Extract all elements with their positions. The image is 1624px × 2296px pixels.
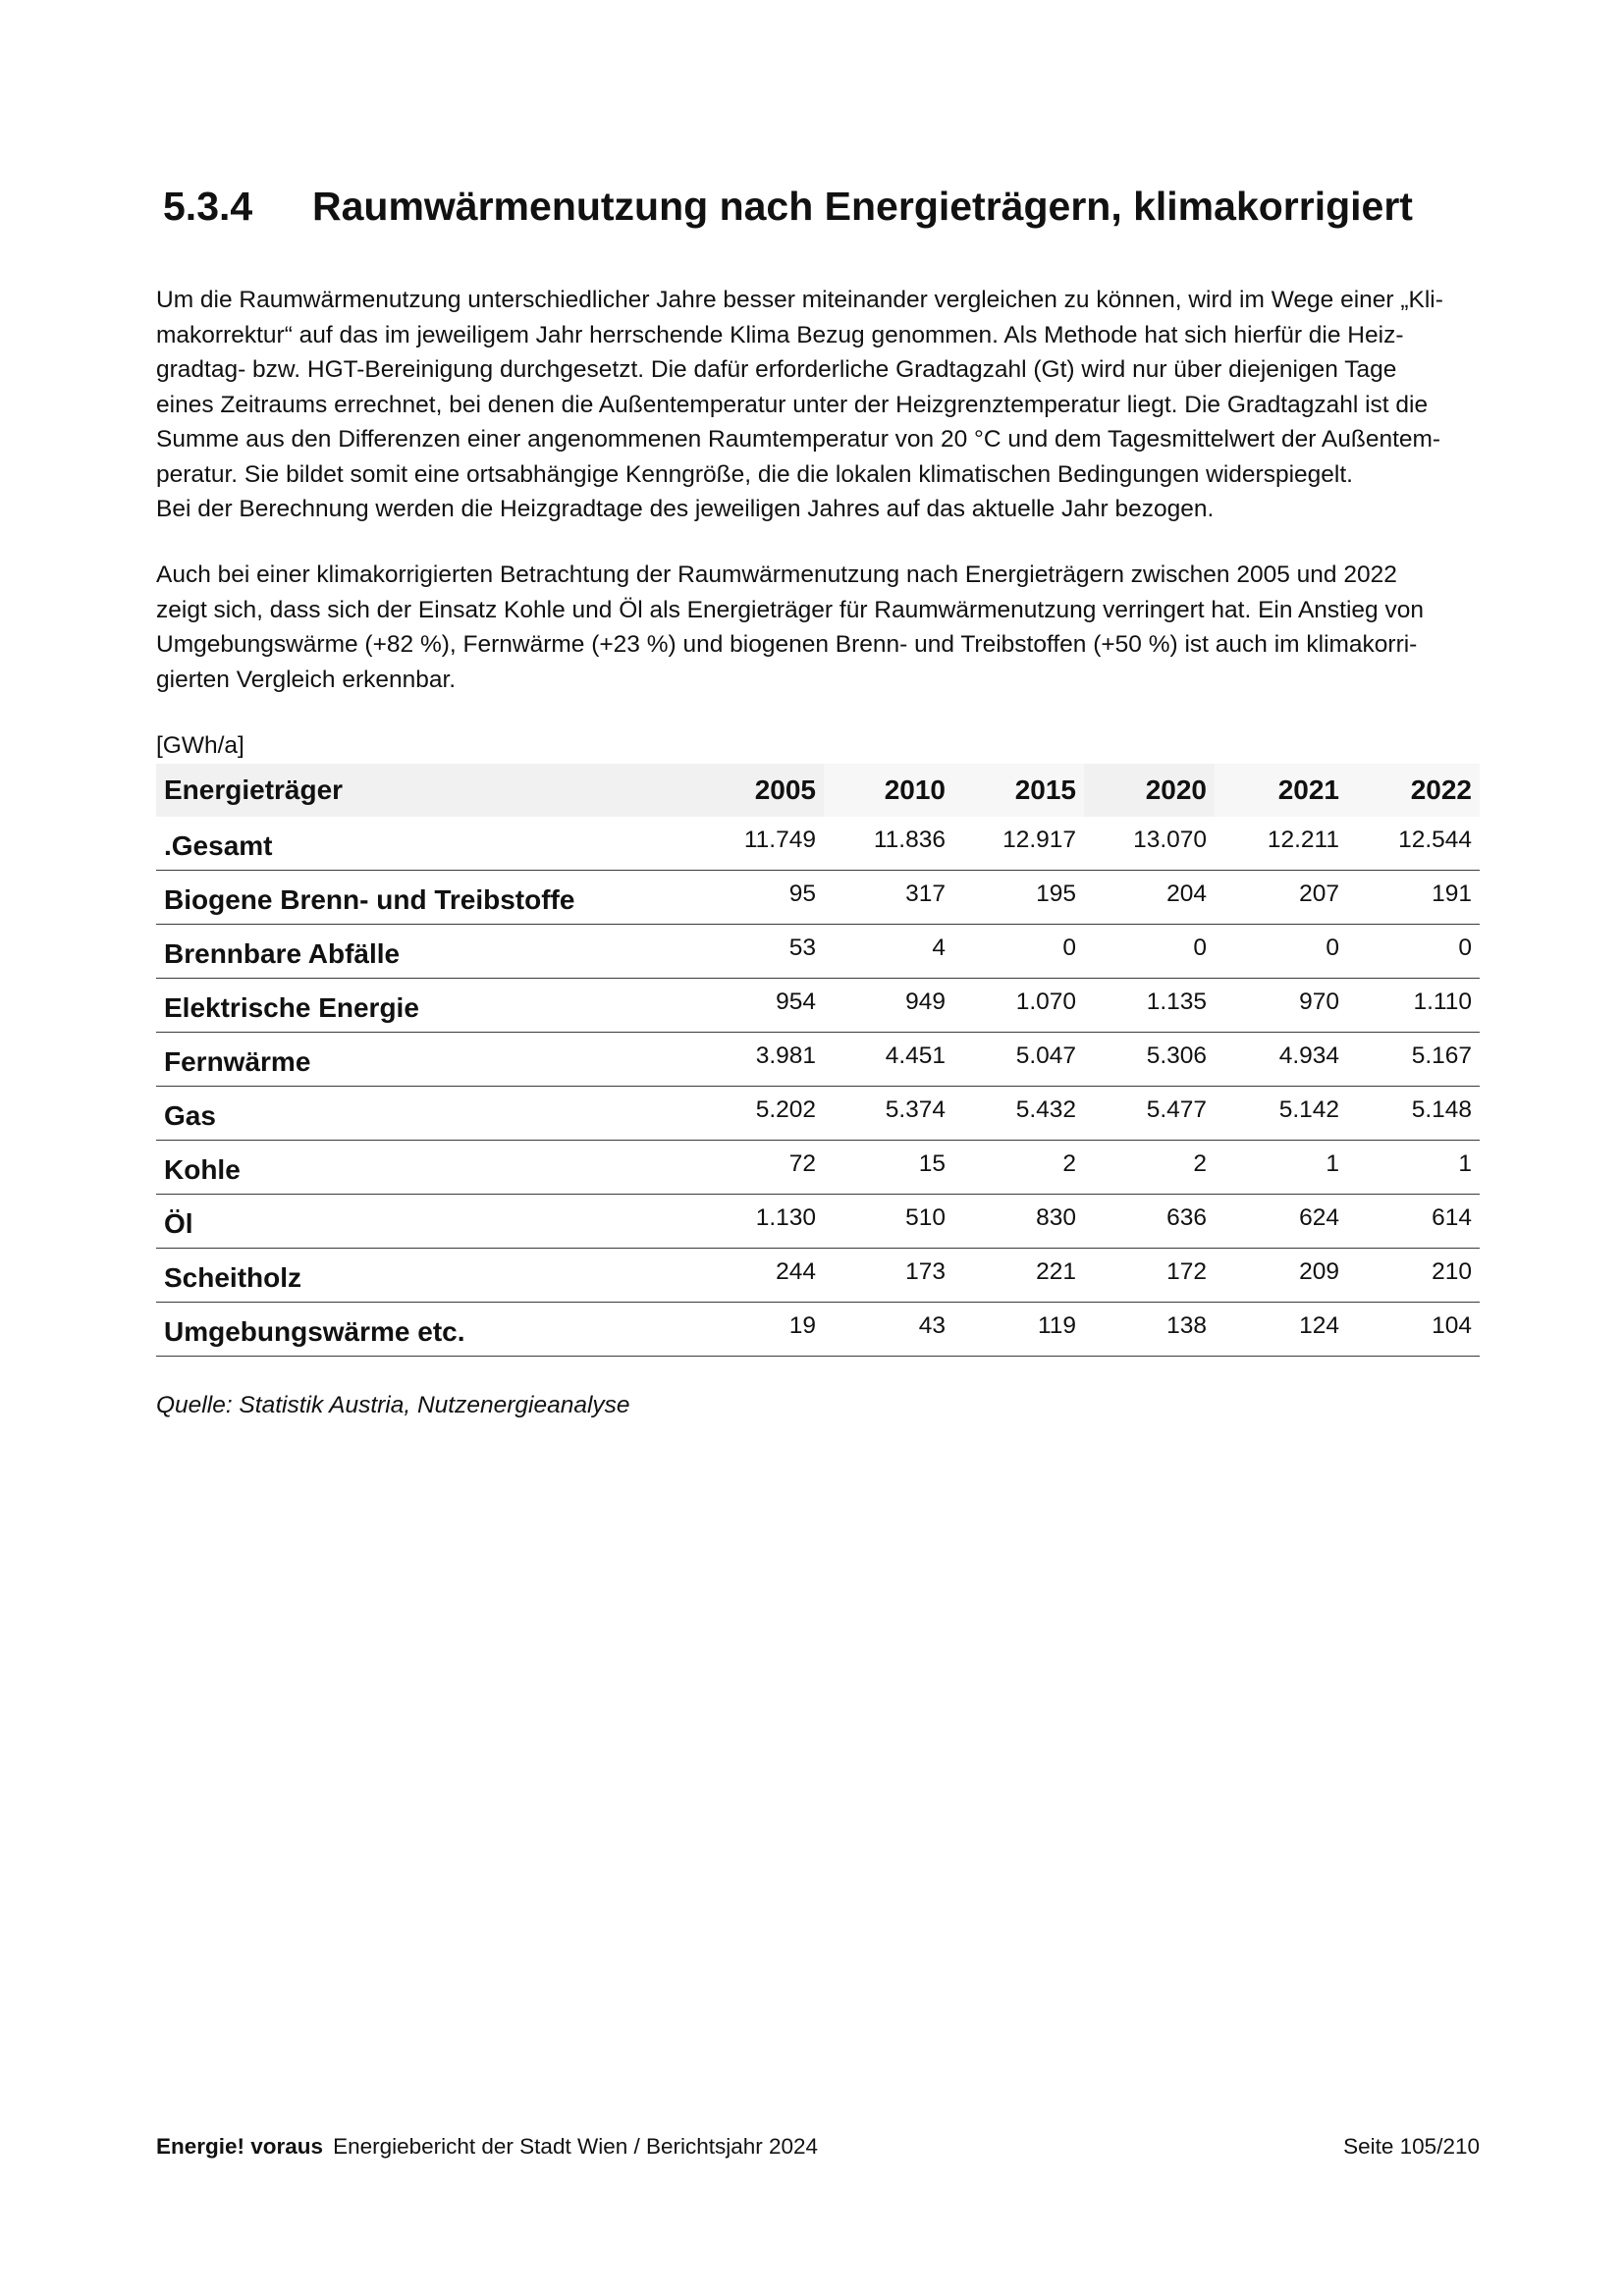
table-row bbox=[156, 1303, 1480, 1357]
paragraph-line: Um die Raumwärmenutzung unterschiedlicher Jahre besser miteinander vergleichen zu können, wird im Wege einer „Kli- bbox=[156, 287, 1443, 313]
value-cell: 207 bbox=[1299, 881, 1339, 907]
value-cell: 204 bbox=[1166, 881, 1207, 907]
section-title: Raumwärmenutzung nach Energieträgern, klimakorrigiert bbox=[312, 183, 1413, 229]
value-cell: 949 bbox=[905, 988, 946, 1015]
table-row bbox=[156, 1249, 1480, 1303]
value-cell: 104 bbox=[1432, 1312, 1472, 1339]
value-cell: 5.306 bbox=[1146, 1042, 1207, 1069]
value-cell: 119 bbox=[1037, 1312, 1076, 1339]
value-cell: 1 bbox=[1458, 1150, 1472, 1177]
value-cell: 5.142 bbox=[1278, 1096, 1339, 1123]
row-label: Fernwärme bbox=[164, 1046, 311, 1077]
value-cell: 124 bbox=[1299, 1312, 1339, 1339]
footer-page-number: Seite 105/210 bbox=[1343, 2134, 1480, 2159]
paragraph-summary bbox=[156, 558, 1482, 697]
value-cell: 0 bbox=[1326, 934, 1339, 961]
paragraph-line: Umgebungswärme (+82 %), Fernwärme (+23 %) und biogenen Brenn- und Treibstoffen (+50 %) ist auch im klimakorri- bbox=[156, 631, 1418, 658]
value-cell: 3.981 bbox=[755, 1042, 816, 1069]
table-row bbox=[156, 979, 1480, 1033]
value-cell: 15 bbox=[918, 1150, 946, 1177]
paragraph-line: gradtag- bzw. HGT-Bereinigung durchgesetzt. Die dafür erforderliche Gradtagzahl (Gt) wird nur über diejenigen Tage bbox=[156, 356, 1397, 383]
value-cell: 43 bbox=[918, 1312, 946, 1339]
value-cell: 2 bbox=[1193, 1150, 1207, 1177]
value-cell: 210 bbox=[1432, 1258, 1472, 1285]
value-cell: 1.135 bbox=[1146, 988, 1207, 1015]
value-cell: 221 bbox=[1036, 1258, 1076, 1285]
paragraph-line: zeigt sich, dass sich der Einsatz Kohle und Öl als Energieträger für Raumwärmenutzung verringert hat. Ein Anstieg von bbox=[156, 596, 1424, 623]
value-cell: 5.202 bbox=[755, 1096, 816, 1123]
value-cell: 5.432 bbox=[1015, 1096, 1076, 1123]
value-cell: 614 bbox=[1432, 1204, 1472, 1231]
value-cell: 173 bbox=[905, 1258, 946, 1285]
section-heading bbox=[163, 175, 1479, 238]
header-cell-year: 2020 bbox=[1084, 764, 1215, 817]
value-cell: 138 bbox=[1166, 1312, 1207, 1339]
value-cell: 11.836 bbox=[873, 827, 946, 853]
value-cell: 830 bbox=[1036, 1204, 1076, 1231]
table-row bbox=[156, 1087, 1480, 1141]
value-cell: 970 bbox=[1299, 988, 1339, 1015]
row-label: Öl bbox=[164, 1208, 193, 1239]
value-cell: 191 bbox=[1432, 881, 1472, 907]
value-cell: 209 bbox=[1299, 1258, 1339, 1285]
row-label: Biogene Brenn- und Treibstoffe bbox=[164, 884, 575, 915]
section-number: 5.3.4 bbox=[163, 183, 253, 229]
footer-report-title: Energiebericht der Stadt Wien / Berichtsjahr 2024 bbox=[333, 2134, 819, 2159]
row-label: Umgebungswärme etc. bbox=[164, 1316, 465, 1347]
value-cell: 5.374 bbox=[885, 1096, 946, 1123]
value-cell: 95 bbox=[788, 881, 816, 907]
value-cell: 510 bbox=[905, 1204, 946, 1231]
row-label: Kohle bbox=[164, 1154, 241, 1185]
value-cell: 1.130 bbox=[755, 1204, 816, 1231]
header-cell-label: Energieträger bbox=[164, 774, 344, 805]
value-cell: 12.544 bbox=[1398, 827, 1472, 853]
value-cell: 636 bbox=[1166, 1204, 1207, 1231]
value-cell: 244 bbox=[776, 1258, 816, 1285]
row-label: Scheitholz bbox=[164, 1262, 302, 1293]
table-row bbox=[156, 925, 1480, 979]
row-label: .Gesamt bbox=[164, 830, 273, 861]
value-cell: 4.451 bbox=[885, 1042, 946, 1069]
value-cell: 1.070 bbox=[1015, 988, 1076, 1015]
value-cell: 317 bbox=[905, 881, 946, 907]
table-row bbox=[156, 871, 1480, 925]
value-cell: 5.047 bbox=[1015, 1042, 1076, 1069]
table-row bbox=[156, 817, 1480, 871]
paragraph-line: Auch bei einer klimakorrigierten Betrachtung der Raumwärmenutzung nach Energieträgern zwischen 2005 und 2022 bbox=[156, 561, 1397, 588]
value-cell: 72 bbox=[788, 1150, 816, 1177]
value-cell: 0 bbox=[1458, 934, 1472, 961]
paragraph-line: Summe aus den Differenzen einer angenommenen Raumtemperatur von 20 °C und dem Tagesmittelwert der Außentem- bbox=[156, 426, 1441, 453]
header-cell-year: 2022 bbox=[1347, 764, 1480, 817]
row-label: Elektrische Energie bbox=[164, 992, 419, 1023]
paragraph-climate-correction bbox=[156, 283, 1482, 527]
value-cell: 12.211 bbox=[1267, 827, 1339, 853]
value-cell: 4.934 bbox=[1278, 1042, 1339, 1069]
header-cell-year: 2005 bbox=[685, 764, 824, 817]
source-note: Quelle: Statistik Austria, Nutzenergieanalyse bbox=[156, 1392, 630, 1418]
value-cell: 13.070 bbox=[1133, 827, 1207, 853]
energy-carrier-table bbox=[156, 764, 1480, 1357]
table-row bbox=[156, 1141, 1480, 1195]
value-cell: 624 bbox=[1299, 1204, 1339, 1231]
value-cell: 172 bbox=[1166, 1258, 1207, 1285]
value-cell: 5.477 bbox=[1146, 1096, 1207, 1123]
value-cell: 53 bbox=[788, 934, 816, 961]
table-row bbox=[156, 1195, 1480, 1249]
value-cell: 0 bbox=[1062, 934, 1076, 961]
value-cell: 1.110 bbox=[1413, 988, 1472, 1015]
value-cell: 954 bbox=[776, 988, 816, 1015]
paragraph-line: eines Zeitraums errechnet, bei denen die Außentemperatur unter der Heizgrenztemperatur liegt. Die Gradtagzahl ist die bbox=[156, 391, 1429, 418]
value-cell: 0 bbox=[1193, 934, 1207, 961]
value-cell: 11.749 bbox=[743, 827, 816, 853]
value-cell: 1 bbox=[1326, 1150, 1339, 1177]
table-row bbox=[156, 1033, 1480, 1087]
value-cell: 2 bbox=[1062, 1150, 1076, 1177]
value-cell: 195 bbox=[1036, 881, 1076, 907]
row-label: Gas bbox=[164, 1100, 216, 1131]
header-cell-year: 2021 bbox=[1215, 764, 1347, 817]
table-header-row bbox=[156, 764, 1480, 817]
footer-brand: Energie! voraus bbox=[156, 2134, 324, 2159]
row-label: Brennbare Abfälle bbox=[164, 938, 401, 969]
value-cell: 5.167 bbox=[1411, 1042, 1472, 1069]
paragraph-line: makorrektur“ auf das im jeweiligem Jahr herrschende Klima Bezug genommen. Als Methode hat sich hierfür die Heiz- bbox=[156, 321, 1404, 348]
paragraph-line: peratur. Sie bildet somit eine ortsabhängige Kenngröße, die die lokalen klimatischen Bedingungen widerspiegelt. bbox=[156, 460, 1353, 488]
value-cell: 19 bbox=[788, 1312, 816, 1339]
paragraph-line: gierten Vergleich erkennbar. bbox=[156, 666, 457, 693]
value-cell: 5.148 bbox=[1411, 1096, 1472, 1123]
value-cell: 12.917 bbox=[1002, 827, 1076, 853]
table-body bbox=[156, 817, 1480, 1357]
table-unit-label: [GWh/a] bbox=[156, 732, 244, 759]
paragraph-line: Bei der Berechnung werden die Heizgradtage des jeweiligen Jahres auf das aktuelle Jahr bezogen. bbox=[156, 496, 1215, 522]
header-cell-year: 2015 bbox=[953, 764, 1084, 817]
header-cell-year: 2010 bbox=[824, 764, 953, 817]
page-footer bbox=[156, 2130, 1480, 2163]
value-cell: 4 bbox=[932, 934, 946, 961]
